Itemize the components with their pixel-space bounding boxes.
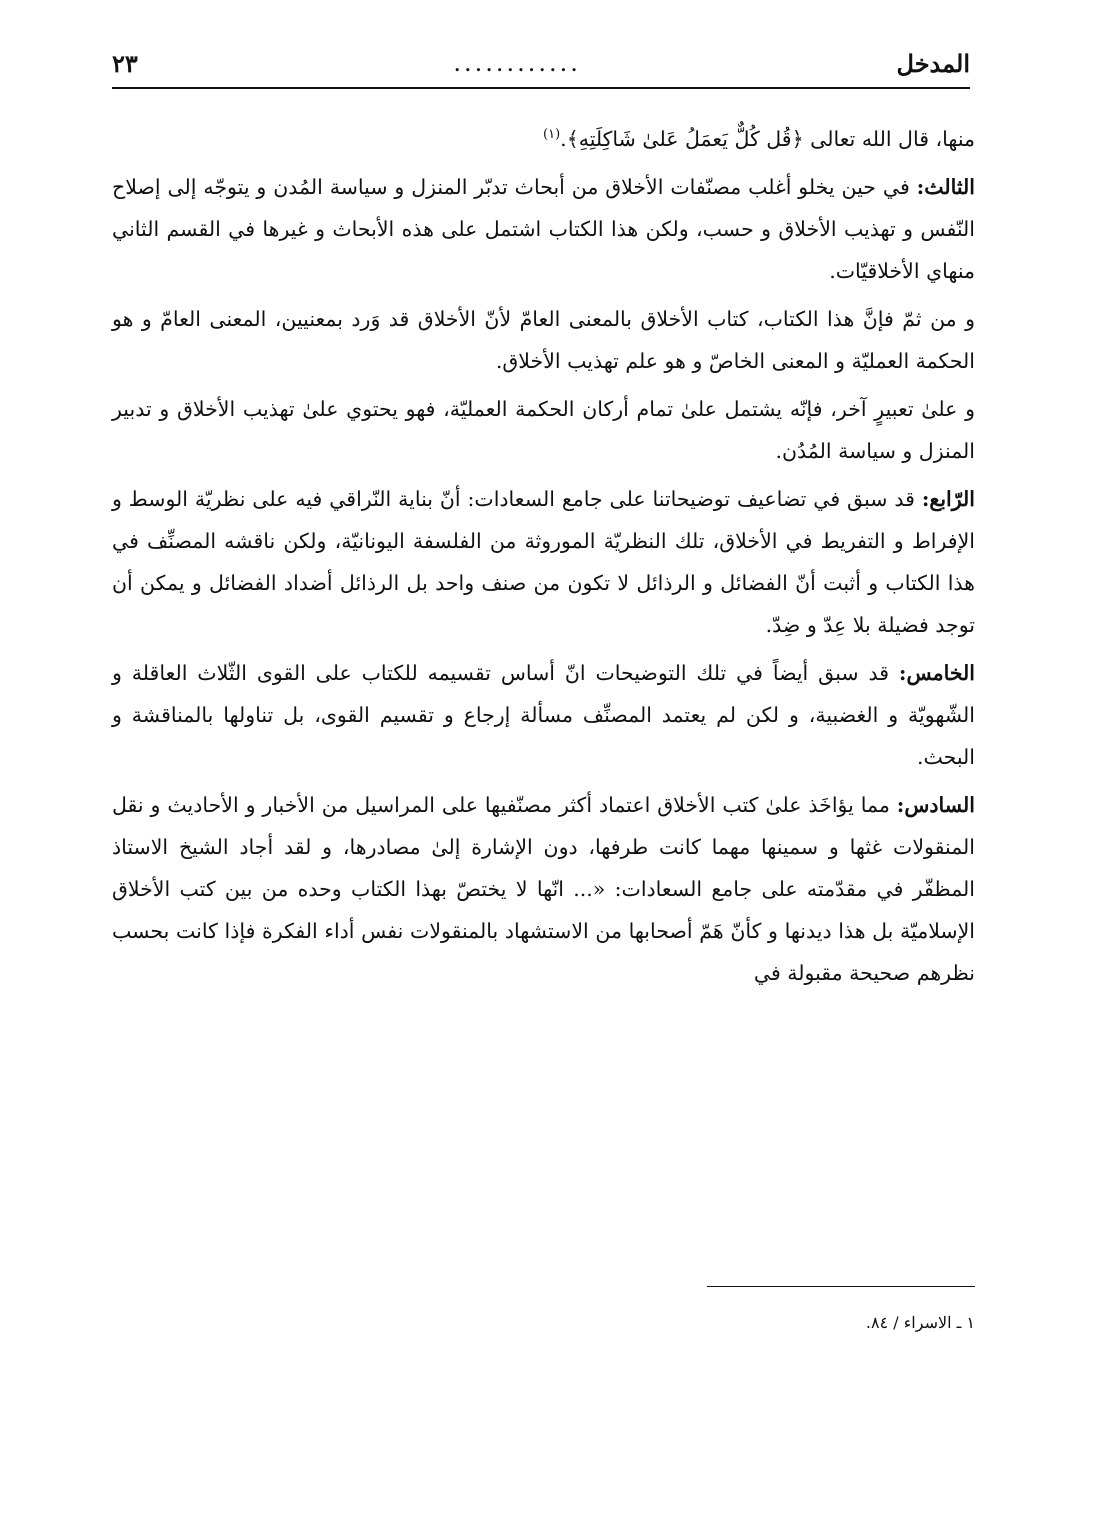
running-header [112, 38, 970, 88]
header-leader-dots: ............ [453, 49, 581, 77]
paragraph-general-meaning [112, 298, 975, 382]
footnote-rule [707, 1286, 975, 1287]
paragraph-third [112, 166, 975, 292]
section-title: المدخل [896, 48, 970, 78]
paragraph-lead: الخامس: [898, 661, 975, 685]
body-text [112, 118, 975, 1000]
paragraph-text: قد سبق في تضاعيف توضيحاتنا على جامع السعادات: أنّ بناية النّراقي فيه على نظريّة الوسط و الإفراط و التفريط في الأخلاق، تلك النظريّة الموروثة من الفلسفة اليونانيّة، ولكن ناقشه المصنِّف في هذا الكتاب و أثبت أنّ الفضائل و الرذائل لا تكون من صنف واحد بل الرذائل أضداد الفضائل و يمكن أن توجد فضيلة بلا عِدّ و ضِدّ. [112, 487, 975, 637]
paragraph-text: و علىٰ تعبيرٍ آخر، فإنّه يشتمل علىٰ تمام أركان الحكمة العمليّة، فهو يحتوي علىٰ تهذيب الأخلاق و تدبير المنزل و سياسة المُدُن. [112, 397, 975, 463]
header-rule [112, 87, 970, 89]
paragraph-text: منها، قال الله تعالى ﴿قُل كُلٌّ يَعمَلُ عَلىٰ شَاكِلَتِهِ﴾. [560, 127, 975, 151]
paragraph-text: قد سبق أيضاً في تلك التوضيحات انّ أساس تقسيمه للكتاب على القوى الثّلاث العاقلة و الشّهويّة و الغضبية، و لكن لم يعتمد المصنِّف مسألة إرجاع و تقسيم القوى، بل تناولها بالمناقشة و البحث. [112, 661, 975, 769]
page-number: ٢٣ [112, 48, 138, 78]
paragraph-fifth [112, 652, 975, 778]
paragraph-lead: الرّابع: [921, 487, 975, 511]
paragraph-lead: الثالث: [916, 175, 975, 199]
paragraph-lead: السادس: [896, 793, 975, 817]
footnote-reference: (١) [543, 127, 561, 143]
paragraph-quran-verse [112, 118, 975, 160]
paragraph-text: و من ثمّ فإنَّ هذا الكتاب، كتاب الأخلاق بالمعنى العامّ لأنّ الأخلاق قد وَرد بمعنيين، المعنى العامّ و هو الحكمة العمليّة و المعنى الخاصّ و هو علم تهذيب الأخلاق. [112, 307, 975, 373]
paragraph-other-expression [112, 388, 975, 472]
paragraph-text: في حين يخلو أغلب مصنّفات الأخلاق من أبحاث تدبّر المنزل و سياسة المُدن و يتوجّه إلى إصلاح النّفس و تهذيب الأخلاق و حسب، ولكن هذا الكتاب اشتمل على هذه الأبحاث و غيرها في القسم الثاني منهاي الأخلاقيّات. [112, 175, 975, 283]
paragraph-sixth [112, 784, 975, 994]
paragraph-fourth [112, 478, 975, 646]
paragraph-text: مما يؤاخَذ علىٰ كتب الأخلاق اعتماد أكثر مصنّفيها على المراسيل من الأخبار و الأحاديث و نقل المنقولات غثها و سمينها مهما كانت طرفها، دون الإشارة إلىٰ مصادرها، و لقد أجاد الشيخ الاستاذ المظفّر في مقدّمته على جامع السعادات: «... انّها لا يختصّ بهذا الكتاب وحده من بين كتب الأخلاق الإسلاميّة بل هذا ديدنها و كأنّ هَمّ أصحابها من الاستشهاد بالمنقولات نفس أداء الفكرة فإذا كانت بحسب نظرهم صحيحة مقبولة في [112, 793, 975, 985]
footnote: ١ ـ الاسراء / ٨٤. [865, 1313, 975, 1332]
